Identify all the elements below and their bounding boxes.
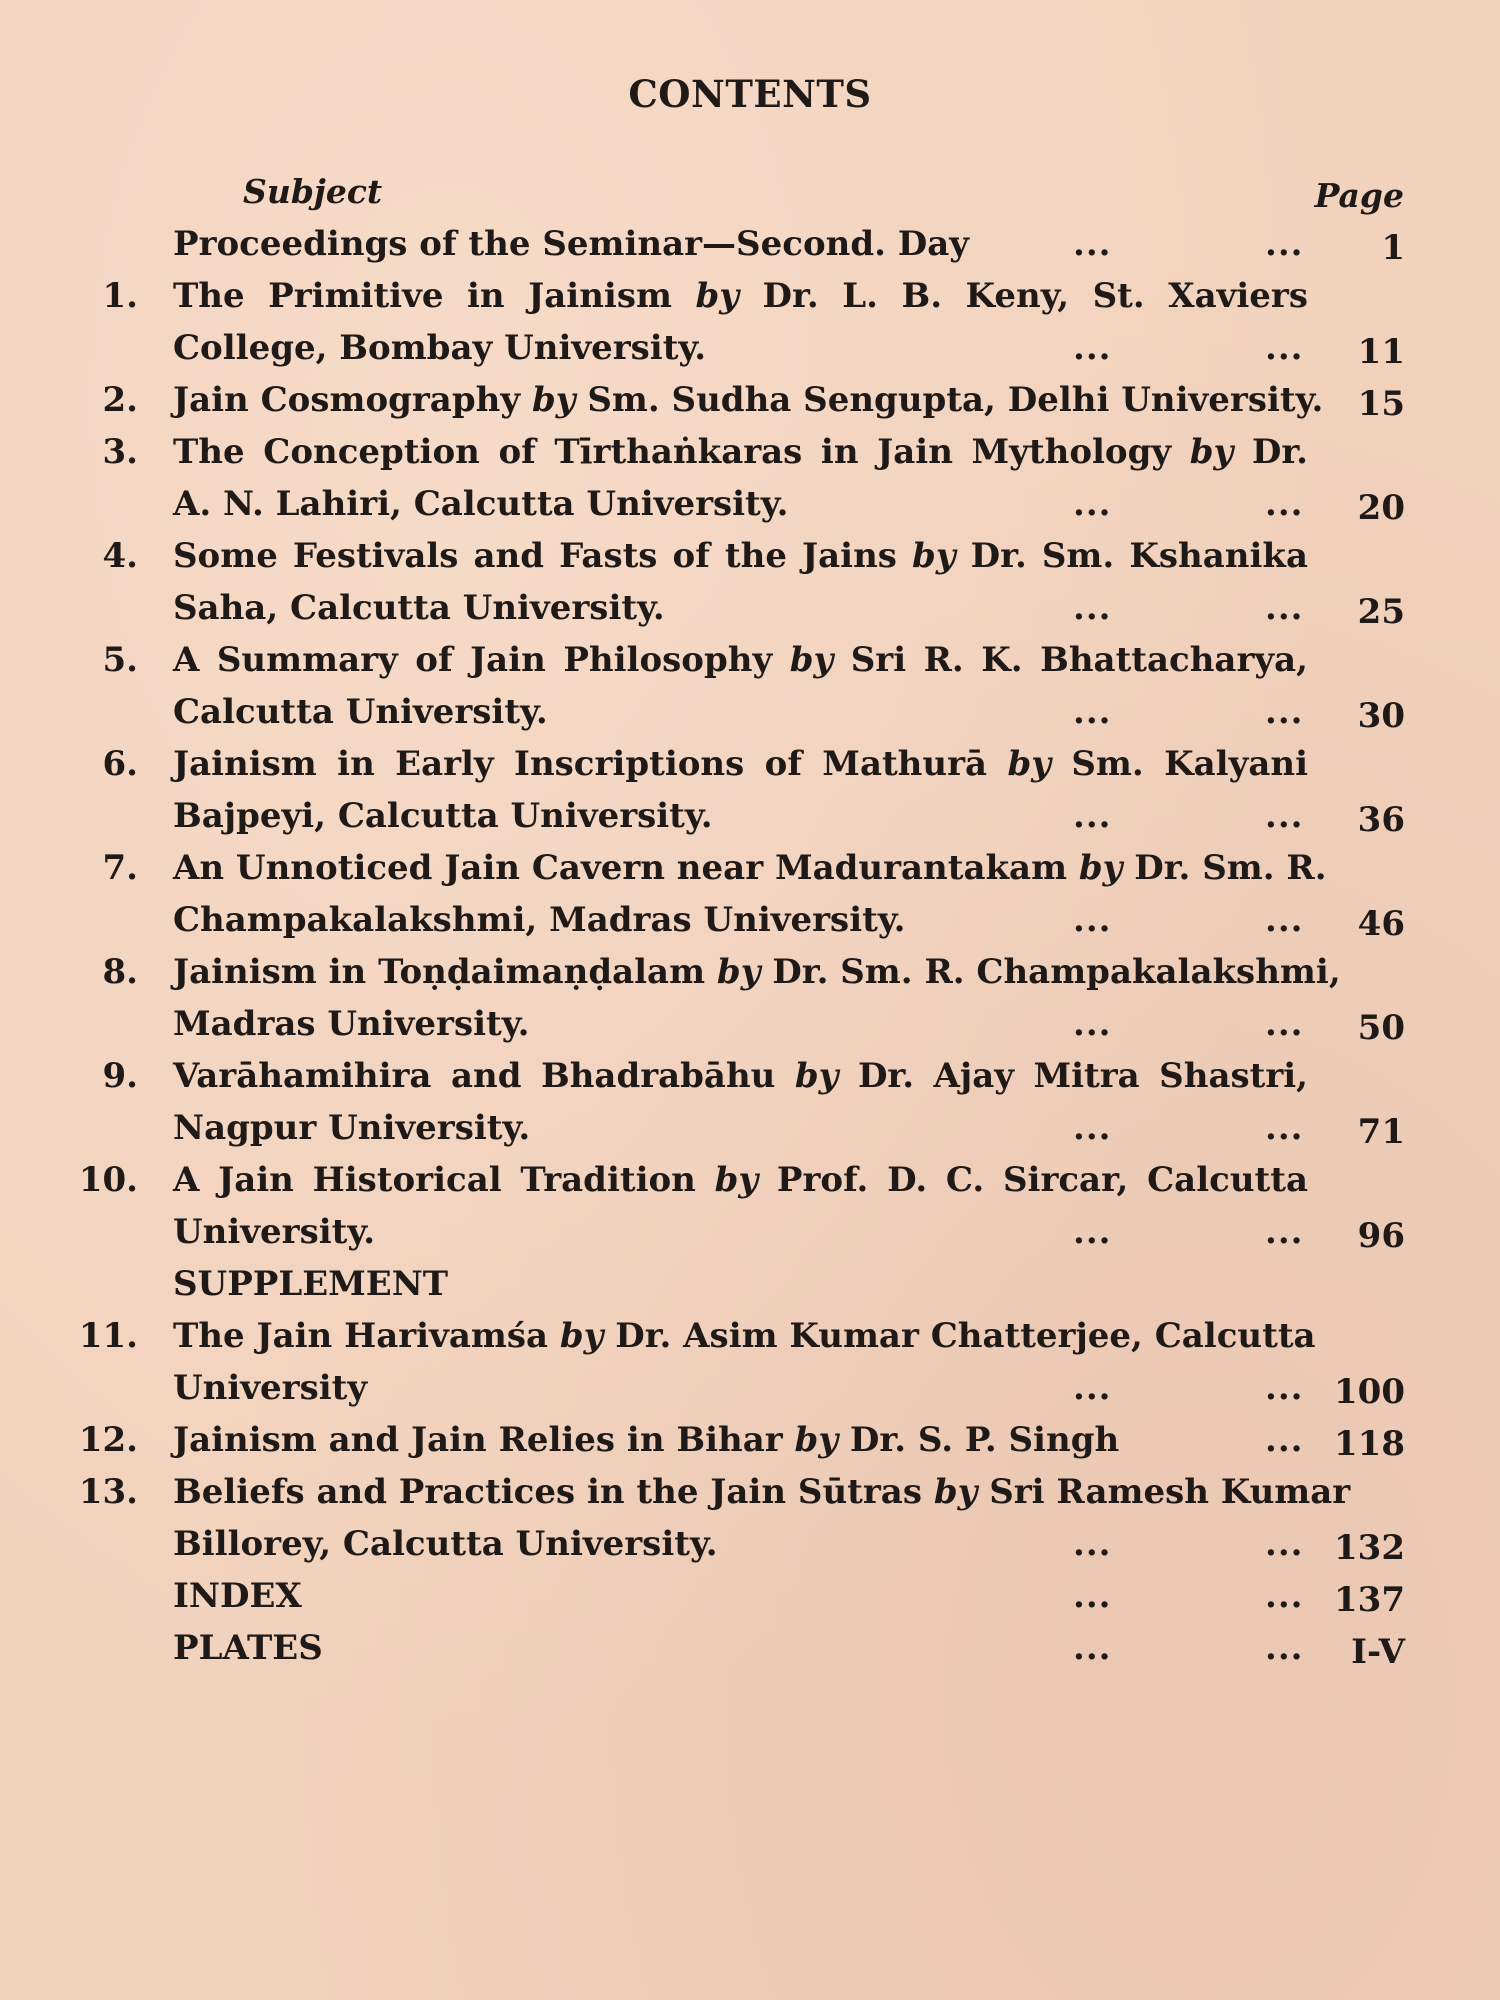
entry-title: Jain Cosmography xyxy=(173,380,521,420)
entry-title: A Summary of Jain Philosophy xyxy=(173,640,773,680)
entry-number: 4. xyxy=(102,536,138,576)
page-number: 1 xyxy=(1381,228,1405,268)
entry-author: Dr. Sm. Kshanika xyxy=(970,536,1308,576)
entry-title: Beliefs and Practices in the Jain Sūtras xyxy=(173,1472,922,1512)
by-word: by xyxy=(695,276,740,316)
entry-affiliation: A. N. Lahiri, Calcutta University. xyxy=(173,484,789,524)
entry-affiliation: Bajpeyi, Calcutta University. xyxy=(173,796,713,836)
leader-dots: ... xyxy=(1265,588,1304,628)
toc-entry-9 xyxy=(0,1050,1500,1154)
page-number: 100 xyxy=(1334,1372,1405,1412)
entry-author: Dr. Sm. R. xyxy=(1134,848,1327,888)
entry-title: INDEX xyxy=(173,1576,302,1616)
toc-entry-proceedings xyxy=(0,218,1500,270)
entry-title-line xyxy=(173,1154,1308,1206)
page-number: I-V xyxy=(1351,1632,1405,1672)
entry-author: Dr. Sm. R. Champakalakshmi, xyxy=(772,952,1341,992)
entry-title: Varāhamihira and Bhadrabāhu xyxy=(173,1056,776,1096)
leader-dots: ... xyxy=(1073,1212,1112,1252)
leader-dots: ... xyxy=(1073,692,1112,732)
entry-title: PLATES xyxy=(173,1628,323,1668)
leader-dots: ... xyxy=(1265,1212,1304,1252)
leader-dots: ... xyxy=(1073,224,1112,264)
entry-author: Sri R. K. Bhattacharya, xyxy=(850,640,1308,680)
toc-entry-4 xyxy=(0,530,1500,634)
entry-number: 9. xyxy=(102,1056,138,1096)
entry-title: Jainism and Jain Relies in Bihar xyxy=(173,1420,783,1460)
entry-number: 13. xyxy=(78,1472,138,1512)
toc-entry-12 xyxy=(0,1414,1500,1466)
by-word: by xyxy=(789,640,834,680)
entry-author: Sm. Sudha Sengupta, Delhi University. xyxy=(587,380,1324,420)
leader-dots: ... xyxy=(1073,1628,1112,1668)
by-word: by xyxy=(912,536,956,576)
entry-affiliation: Nagpur University. xyxy=(173,1108,531,1148)
leader-dots: ... xyxy=(1073,900,1112,940)
page-column-header: Page xyxy=(1314,176,1404,215)
toc-entry-13 xyxy=(0,1466,1500,1570)
leader-dots: ... xyxy=(1073,1108,1112,1148)
toc-entry-2 xyxy=(0,374,1500,426)
leader-dots: ... xyxy=(1265,1108,1304,1148)
page-number: 15 xyxy=(1357,384,1405,424)
toc-entry-index xyxy=(0,1570,1500,1622)
by-word: by xyxy=(1189,432,1234,472)
leader-dots: ... xyxy=(1265,484,1304,524)
entry-title-line xyxy=(173,374,1323,426)
entry-author: Dr. xyxy=(1251,432,1309,472)
entry-number: 3. xyxy=(102,432,138,472)
toc-entry-7 xyxy=(0,842,1500,946)
supplement-label: SUPPLEMENT xyxy=(173,1264,449,1304)
by-word: by xyxy=(933,1472,978,1512)
entry-title: Jainism in Early Inscriptions of Mathurā xyxy=(173,744,988,784)
entry-title: The Jain Harivamśa xyxy=(173,1316,548,1356)
page-number: 50 xyxy=(1357,1008,1405,1048)
by-word: by xyxy=(714,1160,759,1200)
entry-title: The Primitive in Jainism xyxy=(173,276,672,316)
leader-dots: ... xyxy=(1265,1628,1304,1668)
by-word: by xyxy=(794,1420,839,1460)
leader-dots: ... xyxy=(1265,1420,1304,1460)
entry-affiliation: University. xyxy=(173,1212,376,1252)
toc-entry-plates xyxy=(0,1622,1500,1674)
entry-affiliation: University xyxy=(173,1368,368,1408)
entry-title: Proceedings of the Seminar—Second. Day xyxy=(173,224,970,264)
page-number: 25 xyxy=(1357,592,1405,632)
by-word: by xyxy=(559,1316,604,1356)
entry-title-line xyxy=(173,842,1327,894)
supplement-heading xyxy=(0,1258,1500,1310)
entry-title-line xyxy=(173,738,1308,790)
entry-title-line xyxy=(173,1050,1308,1102)
entry-title: Jainism in Toṇḍaimaṇḍalam xyxy=(173,952,706,992)
entry-title: An Unnoticed Jain Cavern near Madurantakam xyxy=(173,848,1068,888)
leader-dots: ... xyxy=(1265,1368,1304,1408)
subject-column-header: Subject xyxy=(243,172,383,211)
toc-entry-1 xyxy=(0,270,1500,374)
by-word: by xyxy=(1078,848,1123,888)
entry-number: 8. xyxy=(102,952,138,992)
leader-dots: ... xyxy=(1265,796,1304,836)
leader-dots: ... xyxy=(1073,1524,1112,1564)
entry-author: Dr. S. P. Singh xyxy=(849,1420,1120,1460)
entry-affiliation: College, Bombay University. xyxy=(173,328,707,368)
entry-number: 6. xyxy=(102,744,138,784)
entry-number: 5. xyxy=(102,640,138,680)
entry-affiliation: Saha, Calcutta University. xyxy=(173,588,665,628)
leader-dots: ... xyxy=(1073,588,1112,628)
entry-affiliation: Calcutta University. xyxy=(173,692,548,732)
entry-author: Dr. Asim Kumar Chatterjee, Calcutta xyxy=(615,1316,1316,1356)
page-number: 137 xyxy=(1334,1580,1405,1620)
entry-title-line xyxy=(173,946,1341,998)
entry-author: Prof. D. C. Sircar, Calcutta xyxy=(776,1160,1308,1200)
leader-dots: ... xyxy=(1265,224,1304,264)
page-number: 11 xyxy=(1357,332,1405,372)
entry-author: Sri Ramesh Kumar xyxy=(989,1472,1351,1512)
entry-affiliation: Madras University. xyxy=(173,1004,530,1044)
by-word: by xyxy=(716,952,761,992)
entry-number: 2. xyxy=(102,380,138,420)
leader-dots: ... xyxy=(1073,1368,1112,1408)
entry-title: Some Festivals and Fasts of the Jains xyxy=(173,536,897,576)
page-number: 46 xyxy=(1357,904,1405,944)
page-number: 30 xyxy=(1357,696,1405,736)
entry-number: 12. xyxy=(78,1420,138,1460)
page-number: 71 xyxy=(1357,1112,1405,1152)
entry-title-line xyxy=(173,270,1308,322)
entry-author: Dr. L. B. Keny, St. Xaviers xyxy=(762,276,1308,316)
by-word: by xyxy=(531,380,576,420)
leader-dots: ... xyxy=(1073,328,1112,368)
leader-dots: ... xyxy=(1265,692,1304,732)
leader-dots: ... xyxy=(1073,796,1112,836)
entry-title-line xyxy=(173,634,1308,686)
entry-number: 7. xyxy=(102,848,138,888)
toc-entry-3 xyxy=(0,426,1500,530)
leader-dots: ... xyxy=(1265,1524,1304,1564)
entry-affiliation: Champakalakshmi, Madras University. xyxy=(173,900,906,940)
leader-dots: ... xyxy=(1265,1576,1304,1616)
toc-entry-5 xyxy=(0,634,1500,738)
entry-title-line xyxy=(173,1414,1119,1466)
page-number: 118 xyxy=(1334,1424,1405,1464)
entry-affiliation: Billorey, Calcutta University. xyxy=(173,1524,718,1564)
entry-number: 11. xyxy=(78,1316,138,1356)
entry-title-line xyxy=(173,426,1308,478)
page-number: 20 xyxy=(1357,488,1405,528)
entry-title-line xyxy=(173,1310,1316,1362)
entry-title: The Conception of Tīrthaṅkaras in Jain Mythology xyxy=(173,432,1172,472)
leader-dots: ... xyxy=(1073,1004,1112,1044)
page-title: CONTENTS xyxy=(628,72,872,116)
toc-entry-6 xyxy=(0,738,1500,842)
leader-dots: ... xyxy=(1265,1004,1304,1044)
entry-author: Dr. Ajay Mitra Shastri, xyxy=(857,1056,1309,1096)
by-word: by xyxy=(794,1056,839,1096)
toc-entry-8 xyxy=(0,946,1500,1050)
by-word: by xyxy=(1007,744,1051,784)
entry-title-line xyxy=(173,530,1308,582)
toc-entry-11 xyxy=(0,1310,1500,1414)
page-number: 36 xyxy=(1357,800,1405,840)
entry-author: Sm. Kalyani xyxy=(1071,744,1308,784)
leader-dots: ... xyxy=(1265,900,1304,940)
entry-number: 10. xyxy=(78,1160,138,1200)
entry-title-line xyxy=(173,1466,1351,1518)
leader-dots: ... xyxy=(1265,328,1304,368)
entry-title: A Jain Historical Tradition xyxy=(173,1160,696,1200)
page-number: 132 xyxy=(1334,1528,1405,1568)
leader-dots: ... xyxy=(1073,484,1112,524)
table-of-contents xyxy=(0,218,1500,1674)
entry-number: 1. xyxy=(102,276,138,316)
page-number: 96 xyxy=(1357,1216,1405,1256)
toc-entry-10 xyxy=(0,1154,1500,1258)
leader-dots: ... xyxy=(1073,1576,1112,1616)
